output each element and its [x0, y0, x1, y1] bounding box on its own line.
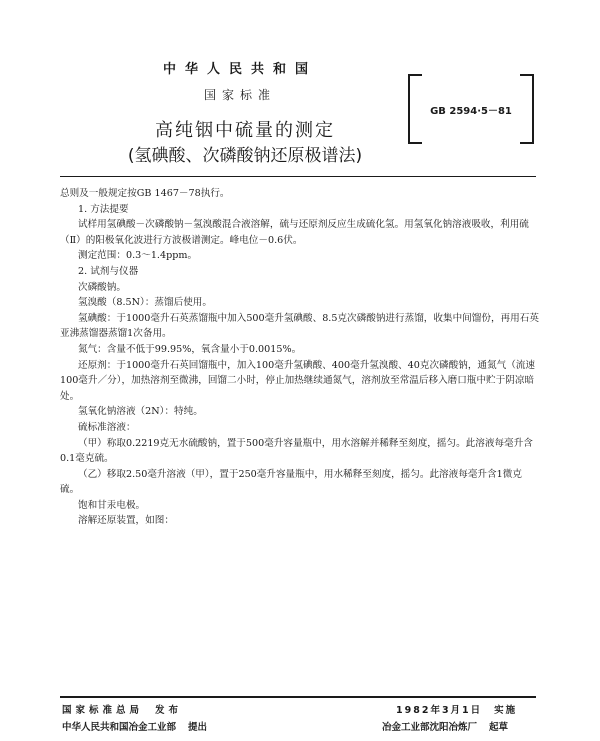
standard-type: 国家标准: [203, 88, 276, 102]
paragraph: （甲）称取0.2219克无水硫酸钠，置于500毫升容量瓶中，用水溶解并稀释至刻度，摇匀。此溶液每毫升含0.1毫克硫。: [60, 437, 533, 465]
page-subtitle: (氢碘酸、次磷酸钠还原极谱法): [127, 146, 363, 166]
issuer-line: [62, 702, 182, 716]
paragraph: （乙）移取2.50毫升溶液（甲），置于250毫升容量瓶中，用水稀释至刻度，摇匀。此溶液每毫升含1微克硫。: [60, 468, 522, 496]
paragraph: 饱和甘汞电极。: [78, 499, 146, 511]
paragraph: 次磷酸钠。: [78, 281, 126, 293]
paragraph: 测定范围：0.3～1.4ppm。: [78, 250, 198, 262]
issuer: 国家标准总局: [62, 705, 144, 716]
proposer-line: [62, 719, 207, 733]
page-title: 高纯铟中硫量的测定: [155, 120, 335, 141]
paragraph: 还原剂：于1000毫升石英回馏瓶中，加入100毫升氢碘酸、400毫升氢溴酸、40克次磷酸钠，通氮气（流速100毫升／分），加热溶剂至微沸，回馏二小时，停止加热继续通氮气，溶剂放至常温后移入磨口瓶中贮于阴凉暗处。: [60, 359, 535, 402]
date-line: [396, 702, 517, 716]
proposer-action: 提出: [188, 722, 208, 733]
general-rule-paragraph: 总则及一般规定按GB 1467－78执行。: [60, 188, 230, 199]
footer-divider: [60, 696, 536, 698]
paragraph: 氢溴酸（8.5N）：蒸馏后使用。: [78, 297, 212, 309]
paragraph: 氢氧化钠溶液（2N）：特纯。: [78, 406, 203, 418]
section-heading: 1. 方法提要: [78, 203, 129, 215]
header-divider: [60, 176, 536, 177]
paragraph: 氮气：含量不低于99.95%，氧含量小于0.0015%。: [78, 343, 302, 355]
box-bottom-right-tick: [520, 142, 534, 144]
paragraph: 试样用氢碘酸－次磷酸钠－氢溴酸混合液溶解，硫与还原剂反应生成硫化氢。用氢氧化钠溶液吸收，利用硫（Ⅱ）的阳极氧化波进行方波极谱测定。峰电位－0.6伏。: [60, 219, 529, 246]
paragraph: 溶解还原装置，如图：: [78, 515, 174, 527]
standard-code: GB 2594·5－81: [430, 106, 512, 117]
standard-code-box: [408, 74, 534, 144]
document-body: [60, 186, 540, 529]
drafter-line: [382, 719, 508, 733]
drafter: 冶金工业部沈阳冶炼厂: [382, 722, 478, 733]
proposer: 中华人民共和国冶金工业部: [62, 722, 177, 733]
box-bottom-left-tick: [408, 142, 422, 144]
issuer-action: 发布: [155, 705, 183, 716]
paragraph: 氢碘酸：于1000毫升石英蒸馏瓶中加入500毫升氢碘酸、8.5克次磷酸钠进行蒸馏，收集中间馏份，再用石英亚沸蒸馏器蒸馏1次备用。: [60, 312, 539, 340]
country-name: 中华人民共和国: [162, 62, 317, 77]
section-heading: 2. 试剂与仪器: [78, 265, 139, 277]
drafter-action: 起草: [489, 722, 509, 733]
effective-date: 1982年3月1日: [396, 705, 483, 716]
box-top-left-tick: [408, 74, 422, 76]
box-top-right-tick: [520, 74, 534, 76]
date-action: 实施: [494, 705, 518, 716]
paragraph: 硫标准溶液：: [78, 421, 136, 433]
